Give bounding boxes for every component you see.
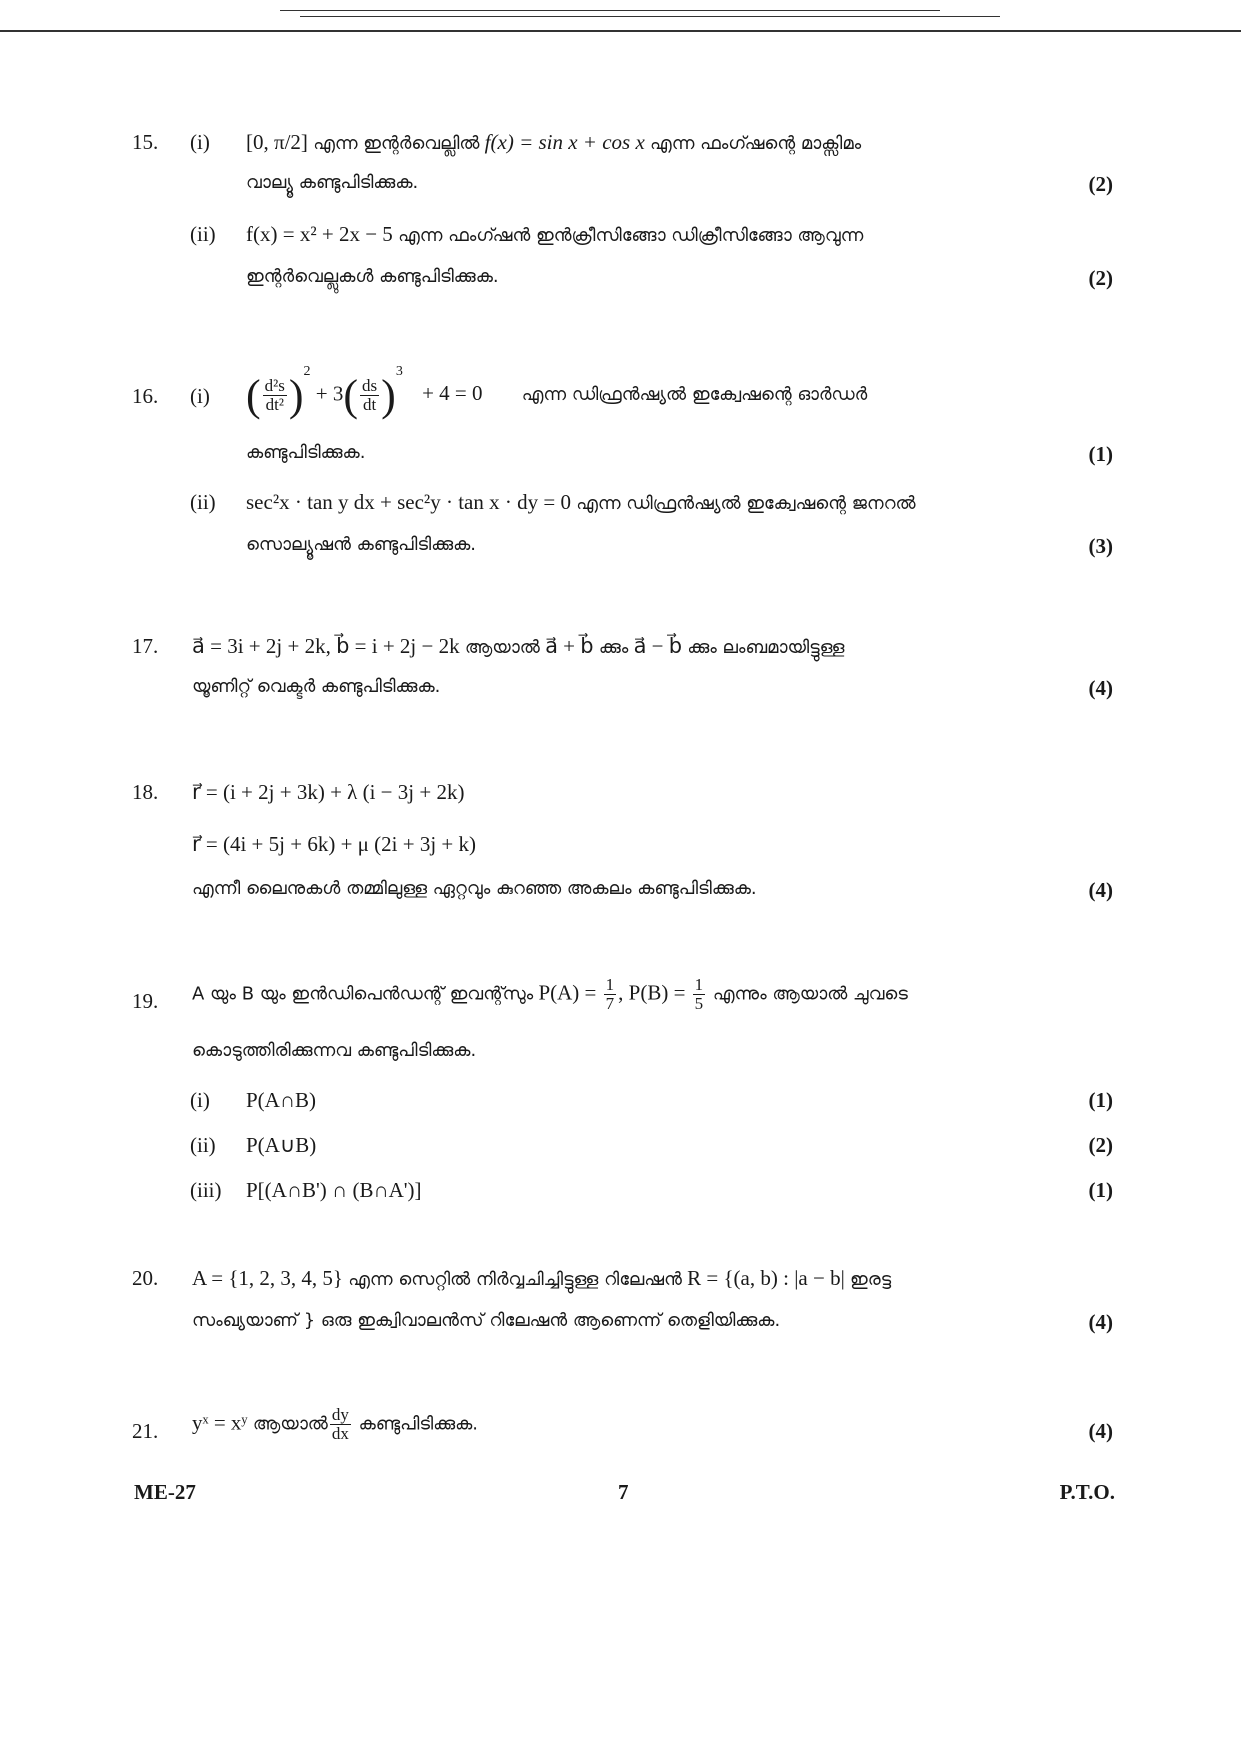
question-text: സൊല്യൂഷൻ കണ്ടുപിടിക്കുക. (246, 534, 476, 555)
page-number: 7 (618, 1480, 629, 1504)
question-number: 21. (132, 1419, 159, 1443)
equation: r⃗ = (4i + 5j + 6k) + μ (2i + 3j + k) (192, 832, 477, 856)
question-text: ഇന്റർവെല്ലുകൾ കണ്ടുപിടിക്കുക. (246, 266, 499, 287)
q20-line2 (0, 1310, 1241, 1340)
q16-i-line2 (0, 442, 1241, 472)
equation: ( $\frac{\text{d²s}}{\text{dt²}}$ )$^2$ + 3( $\frac{ds}{dt}$ )$^3$ + 4 = 0 എന്ന ഡിഫ്രൻഷ്യൽ ഇക്വേഷന്റെ ഓർഡർ (246, 364, 868, 420)
q18-line1 (0, 780, 1241, 810)
question-number: 16. (132, 384, 159, 408)
question-text: കൊടുത്തിരിക്കുന്നവ കണ്ടുപിടിക്കുക. (192, 1040, 477, 1061)
question-text: a⃗ = 3i + 2j + 2k, b⃗ = i + 2j − 2k ആയാൽ a⃗ + b⃗ ക്കും a⃗ − b⃗ ക്കും ലംബമായിട്ടുള്ള (192, 634, 845, 658)
question-text: [0, π/2] എന്ന ഇന്റർവെല്ലിൽ f(x) = sin x + cos x എന്ന ഫംഗ്ഷന്റെ മാക്സിമം (246, 130, 862, 154)
fraction: $\frac{\text{d²s}}{\text{dt²}}$ (264, 376, 285, 414)
marks: (1) (1088, 1088, 1113, 1112)
q15-i-line2 (0, 172, 1241, 202)
sub-label: (i) (190, 1088, 210, 1112)
q17-line1 (0, 634, 1241, 664)
marks: (2) (1088, 1133, 1113, 1157)
q19-i (0, 1088, 1241, 1118)
marks: (3) (1088, 534, 1113, 558)
question-text: വാല്യൂ കണ്ടുപിടിക്കുക. (246, 172, 419, 193)
question-number: 20. (132, 1266, 159, 1290)
sub-label: (ii) (190, 490, 216, 514)
question-number: 18. (132, 780, 159, 804)
marks: (4) (1088, 1419, 1113, 1443)
q18-line2 (0, 832, 1241, 862)
paper-code: ME-27 (134, 1480, 196, 1504)
marks: (1) (1088, 442, 1113, 466)
q16-ii-line2 (0, 534, 1241, 564)
equation: r⃗ = (i + 2j + 3k) + λ (i − 3j + 2k) (192, 780, 465, 804)
marks: (2) (1088, 172, 1113, 196)
q19-ii (0, 1133, 1241, 1163)
q19-line1 (0, 976, 1241, 1026)
fraction: $\frac{dy}{dx}$ (331, 1405, 349, 1443)
top-border (0, 30, 1241, 32)
sub-label: (ii) (190, 1133, 216, 1157)
question-number: 17. (132, 634, 159, 658)
question-text: f(x) = x² + 2x − 5 എന്ന ഫംഗ്ഷൻ ഇൻക്രീസിങ്ങോ ഡിക്രീസിങ്ങോ ആവുന്ന (246, 222, 864, 246)
question-text: A യും B യും ഇൻഡിപെൻഡന്റ് ഇവന്റ്സും P(A) = $\frac{1}{7}$ , P(B) = $\frac{1}{5}$ എന്നും ആയാൽ ചുവടെ (192, 975, 908, 1013)
q16-ii-line1 (0, 490, 1241, 520)
sub-label: (ii) (190, 222, 216, 246)
question-text: യൂണിറ്റ് വെക്ടർ കണ്ടുപിടിക്കുക. (192, 676, 441, 697)
question-text: എന്നീ ലൈനുകൾ തമ്മിലുള്ള ഏറ്റവും കുറഞ്ഞ അകലം കണ്ടുപിടിക്കുക. (192, 878, 757, 899)
q19-iii (0, 1178, 1241, 1208)
sub-label: (iii) (190, 1178, 222, 1202)
sub-label: (i) (190, 130, 210, 154)
q16-i-line1 (0, 364, 1241, 430)
sub-question: P(A∩B) (246, 1088, 317, 1112)
fraction: $\frac{1}{7}$ (605, 975, 615, 1013)
question-number: 19. (132, 989, 159, 1013)
q15-i-line1 (0, 130, 1241, 160)
q21-line1 (0, 1406, 1241, 1456)
q18-line3 (0, 878, 1241, 908)
marks: (2) (1088, 266, 1113, 290)
marks: (4) (1088, 878, 1113, 902)
marks: (4) (1088, 676, 1113, 700)
question-text: yˣ = xʸ ആയാൽ $\frac{dy}{dx}$ കണ്ടുപിടിക്കുക. (192, 1405, 479, 1443)
sub-label: (i) (190, 384, 210, 408)
top-scan-line (280, 10, 940, 11)
q15-ii-line2 (0, 266, 1241, 296)
marks: (4) (1088, 1310, 1113, 1334)
sub-question: P(A∪B) (246, 1133, 317, 1157)
marks: (1) (1088, 1178, 1113, 1202)
top-scan-line (300, 16, 1000, 17)
question-text: സംഖ്യയാണ് } ഒരു ഇക്വിവാലൻസ് റിലേഷൻ ആണെന്ന് തെളിയിക്കുക. (192, 1310, 781, 1331)
question-number: 15. (132, 130, 159, 154)
q17-line2 (0, 676, 1241, 706)
question-text: sec²x · tan y dx + sec²y · tan x · dy = 0 എന്ന ഡിഫ്രൻഷ്യൽ ഇക്വേഷന്റെ ജനറൽ (246, 490, 916, 514)
q15-ii-line1 (0, 222, 1241, 252)
fraction: $\frac{1}{5}$ (694, 975, 704, 1013)
q19-line2 (0, 1040, 1241, 1070)
question-text: കണ്ടുപിടിക്കുക. (246, 442, 366, 463)
sub-question: P[(A∩B') ∩ (B∩A')] (246, 1178, 422, 1202)
please-turn-over: P.T.O. (1059, 1480, 1115, 1504)
fraction: $\frac{ds}{dt}$ (362, 376, 378, 414)
q20-line1 (0, 1266, 1241, 1296)
question-text: A = {1, 2, 3, 4, 5} എന്ന സെറ്റിൽ നിർവ്വചിച്ചിട്ടുള്ള റിലേഷൻ R = {(a, b) : |a − b| ഇരട്ട (192, 1266, 892, 1290)
